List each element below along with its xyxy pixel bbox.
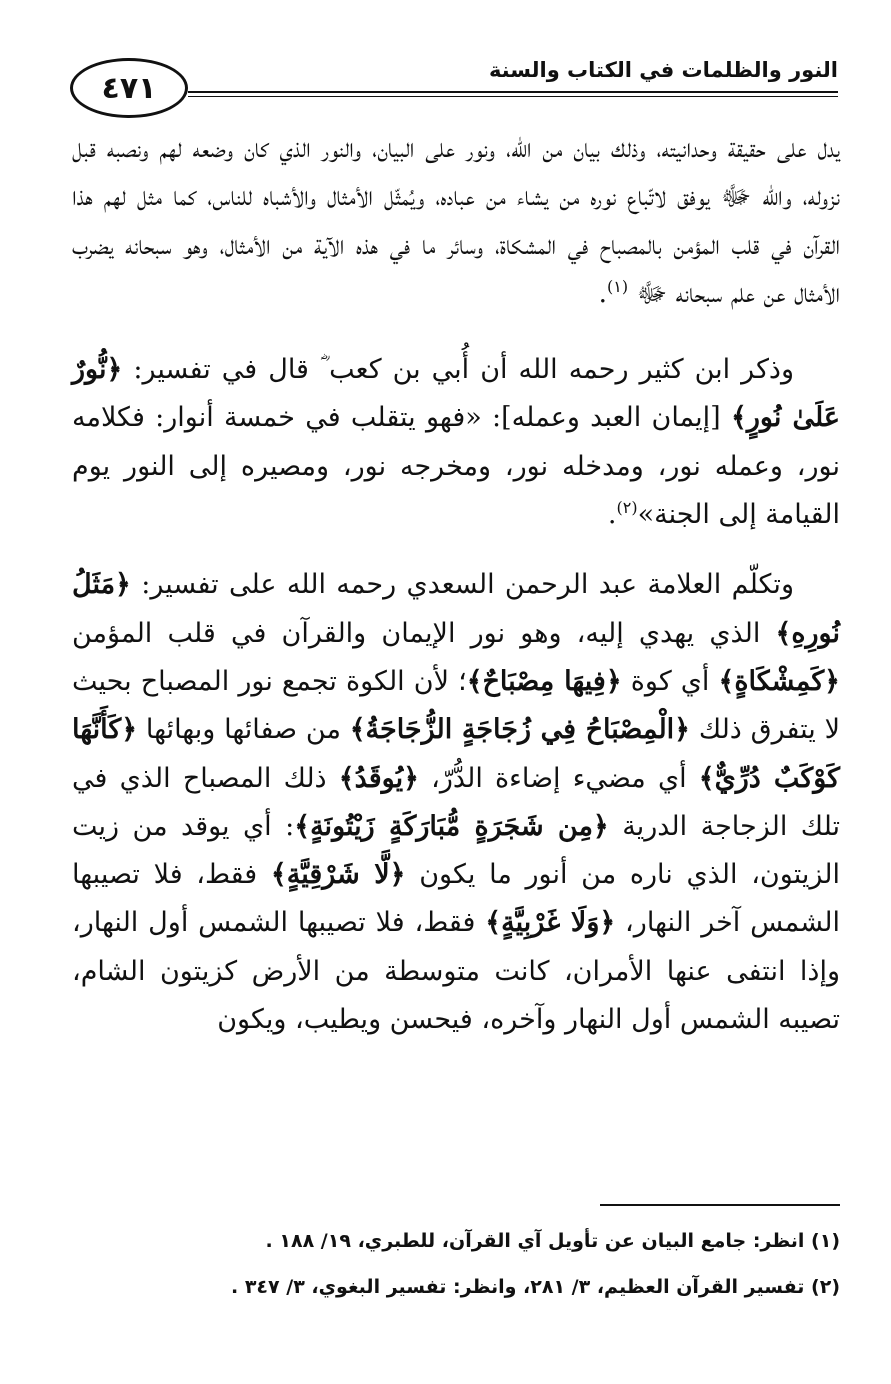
quran-verse: ﴿وَلَا غَرْبِيَّةٍ﴾ [485, 907, 616, 939]
main-text [72, 125, 840, 1044]
page-number: ٤٧١ [70, 58, 188, 118]
paragraph-text: وتكلّم العلامة عبد الرحمن السعدي رحمه الله على تفسير: [130, 569, 794, 601]
paragraph-text: ذلك المصباح الذي في تلك الزجاجة الدرية [72, 762, 841, 842]
header-rule [188, 91, 838, 93]
quran-verse: ﴿الْمِصْبَاحُ فِي زُجَاجَةٍ الزُّجَاجَةُ﴾ [349, 714, 691, 746]
quran-verse: ﴿نُّورٌ عَلَىٰ نُورٍ﴾ [72, 354, 840, 434]
paragraph-2 [72, 346, 840, 539]
paragraph-text: فقط، فلا تصيبها الشمس آخر النهار، [72, 859, 841, 939]
quran-verse: ﴿كَمِشْكَاةٍ﴾ [718, 665, 840, 697]
footnote-ref-2[interactable]: (٢) [616, 498, 638, 518]
paragraph-end: . [607, 499, 617, 531]
footnote-ref-1[interactable]: (١) [607, 276, 629, 296]
paragraph-3 [72, 561, 840, 1044]
page-header [70, 58, 838, 128]
paragraph-text: فقط، فلا تصيبها الشمس أول النهار، وإذا انتفى عنها الأمران، كانت متوسطة من الأرض كزيتون الشام، تصيبه الشمس أول النهار وآخره، فيحسن ويطيب، ويكون [72, 907, 840, 1036]
paragraph-text: الذي يهدي إليه، وهو نور الإيمان والقرآن في قلب المؤمن [72, 617, 776, 649]
paragraph-text: أي كوة [621, 665, 719, 697]
paragraph-1 [72, 125, 840, 318]
header-rule-thin [188, 96, 838, 97]
quran-verse: ﴿يُوقَدُ﴾ [338, 762, 419, 794]
paragraph-text: ؛ لأن الكوة تجمع نور المصباح بحيث لا يتفرق ذلك [72, 665, 840, 746]
paragraph-text: وذكر ابن كثير رحمه الله أن أُبي بن كعب ؓ قال في تفسير: [122, 354, 794, 386]
paragraph-text: : أي يوقد من زيت الزيتون، الذي ناره من أنور ما يكون [72, 810, 840, 891]
paragraph-text: أي مضيء إضاءة الدُّرّ، [418, 762, 699, 794]
quran-verse: ﴿مَثَلُ نُورِهِ﴾ [72, 569, 840, 649]
footnote-1: (١) انظر: جامع البيان عن تأويل آي القرآن، للطبري، ١٩/ ١٨٨ . [265, 1230, 840, 1252]
quran-verse: ﴿مِن شَجَرَةٍ مُّبَارَكَةٍ زَيْتُونَةٍ﴾ [294, 810, 609, 842]
footnote-separator [600, 1204, 840, 1206]
quran-verse: ﴿فِيهَا مِصْبَاحٌ﴾ [466, 665, 622, 697]
running-title: النور والظلمات في الكتاب والسنة [488, 58, 838, 82]
paragraph-text: [إيمان العبد وعمله]: «فهو يتقلب في خمسة أنوار: فكلامه نور، وعمله نور، ومدخله نور، ومخرجه نور، ومصيره إلى النور يوم القيامة إلى الجنة» [72, 402, 840, 531]
paragraph-end: . [598, 277, 608, 309]
quran-verse: ﴿كَأَنَّهَا كَوْكَبٌ دُرِّيٌّ﴾ [72, 714, 840, 794]
footnotes [72, 1218, 840, 1310]
quran-verse: ﴿لَّا شَرْقِيَّةٍ﴾ [270, 859, 406, 891]
paragraph-text: من صفائها وبهائها [137, 714, 350, 746]
paragraph-text: يدل على حقيقة وحدانيته، وذلك بيان من الله، ونور على البيان، والنور الذي كان وضعه لهم ونصبه قبل نزوله، والله ﷻ يوفق لاتّباع نوره من يشاء من عباده، ويُمثّل الأمثال والأشباه للناس، كما مثل لهم هذا القرآن في قلب المؤمن بالمصباح في المشكاة، وسائر ما في هذه الآية من الأمثال، وهو سبحانه يضرب الأمثال عن علم سبحانه ﷻ [72, 133, 840, 309]
footnote-2: (٢) تفسير القرآن العظيم، ٣/ ٢٨١، وانظر: تفسير البغوي، ٣/ ٣٤٧ . [230, 1276, 840, 1298]
